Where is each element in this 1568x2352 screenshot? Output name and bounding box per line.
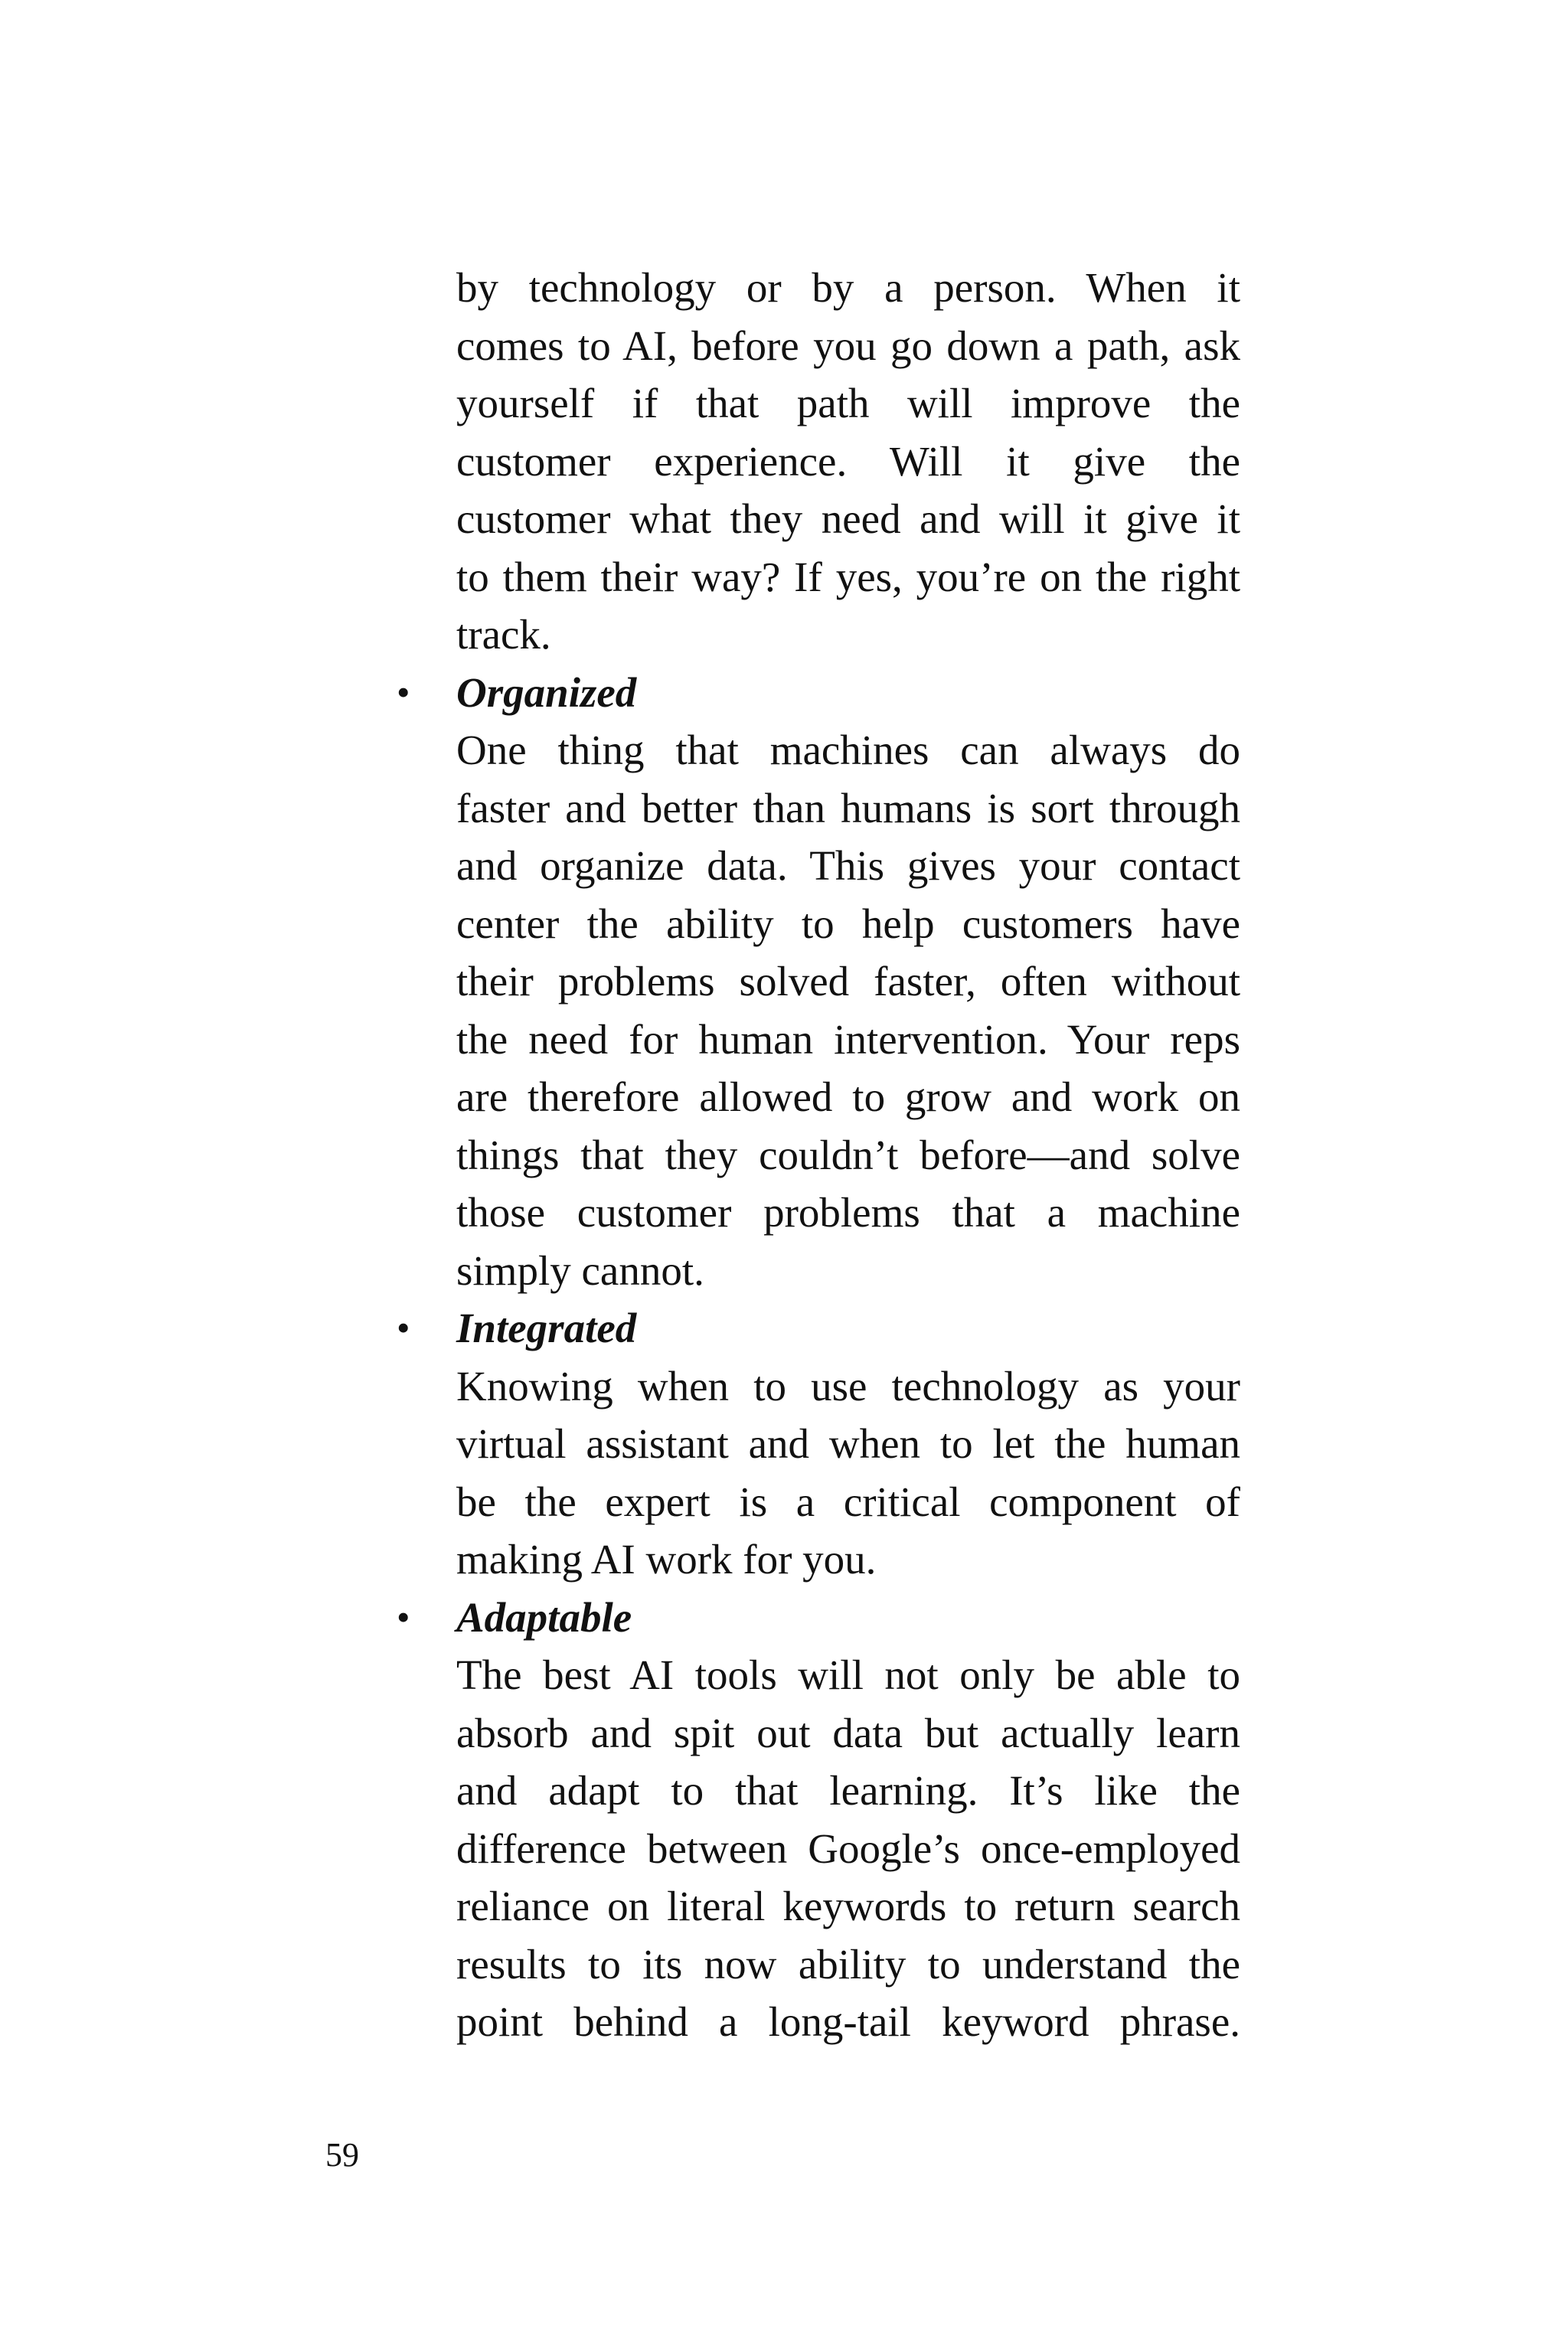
bullet-heading-text: Organized [456, 668, 637, 716]
text-line: making AI work for you. [456, 1536, 877, 1583]
text-line: point behind a long-tail keyword phrase. [456, 1998, 1240, 2045]
text-line: to them their way? If yes, you’re on the right [456, 553, 1240, 600]
text-line: comes to AI, before you go down a path, ask [456, 322, 1240, 369]
bullet-heading [397, 664, 1240, 722]
text-line: by technology or by a person. When it [456, 264, 1240, 311]
text-line: and organize data. This gives your contact [456, 842, 1240, 889]
bullet-heading [397, 1299, 1240, 1357]
text-line: customer what they need and will it give it [456, 495, 1240, 542]
text-line: virtual assistant and when to let the human [456, 1420, 1240, 1467]
bullet-item-organized [397, 664, 1240, 1300]
text-line: things that they couldn’t before—and solve [456, 1131, 1240, 1178]
bullet-icon: • [397, 670, 410, 714]
text-line: be the expert is a critical component of [456, 1478, 1240, 1525]
text-line: difference between Google’s once-employed [456, 1824, 1240, 1872]
body-text [397, 259, 1240, 2051]
text-line: reliance on literal keywords to return search [456, 1883, 1240, 1929]
text-line: those customer problems that a machine [456, 1189, 1240, 1236]
bullet-item-integrated [397, 1299, 1240, 1589]
text-line: results to its now ability to understand the [456, 1940, 1240, 1988]
text-line: absorb and spit out data but actually learn [456, 1709, 1240, 1756]
text-line: their problems solved faster, often without [456, 958, 1240, 1004]
text-line: One thing that machines can always do [456, 727, 1240, 773]
bullet-heading [397, 1589, 1240, 1647]
bullet-heading-text: Adaptable [456, 1593, 632, 1641]
text-line: yourself if that path will improve the [456, 380, 1240, 426]
text-line: faster and better than humans is sort through [456, 784, 1240, 831]
text-line: Knowing when to use technology as your [456, 1362, 1240, 1410]
text-line: customer experience. Will it give the [456, 437, 1240, 485]
text-line: the need for human intervention. Your reps [456, 1015, 1240, 1063]
intro-paragraph [456, 259, 1240, 664]
bullet-heading-text: Integrated [456, 1305, 637, 1351]
text-line: are therefore allowed to grow and work on [456, 1073, 1240, 1120]
page-number: 59 [325, 2136, 359, 2174]
text-line: track. [456, 611, 551, 658]
text-line: and adapt to that learning. It’s like the [456, 1767, 1240, 1814]
text-line: The best AI tools will not only be able to [456, 1651, 1240, 1698]
bullet-icon: • [397, 1595, 410, 1638]
bullet-icon: • [397, 1306, 410, 1349]
text-line: center the ability to help customers have [456, 900, 1240, 947]
bullet-item-adaptable [397, 1589, 1240, 2051]
text-line: simply cannot. [456, 1246, 704, 1294]
